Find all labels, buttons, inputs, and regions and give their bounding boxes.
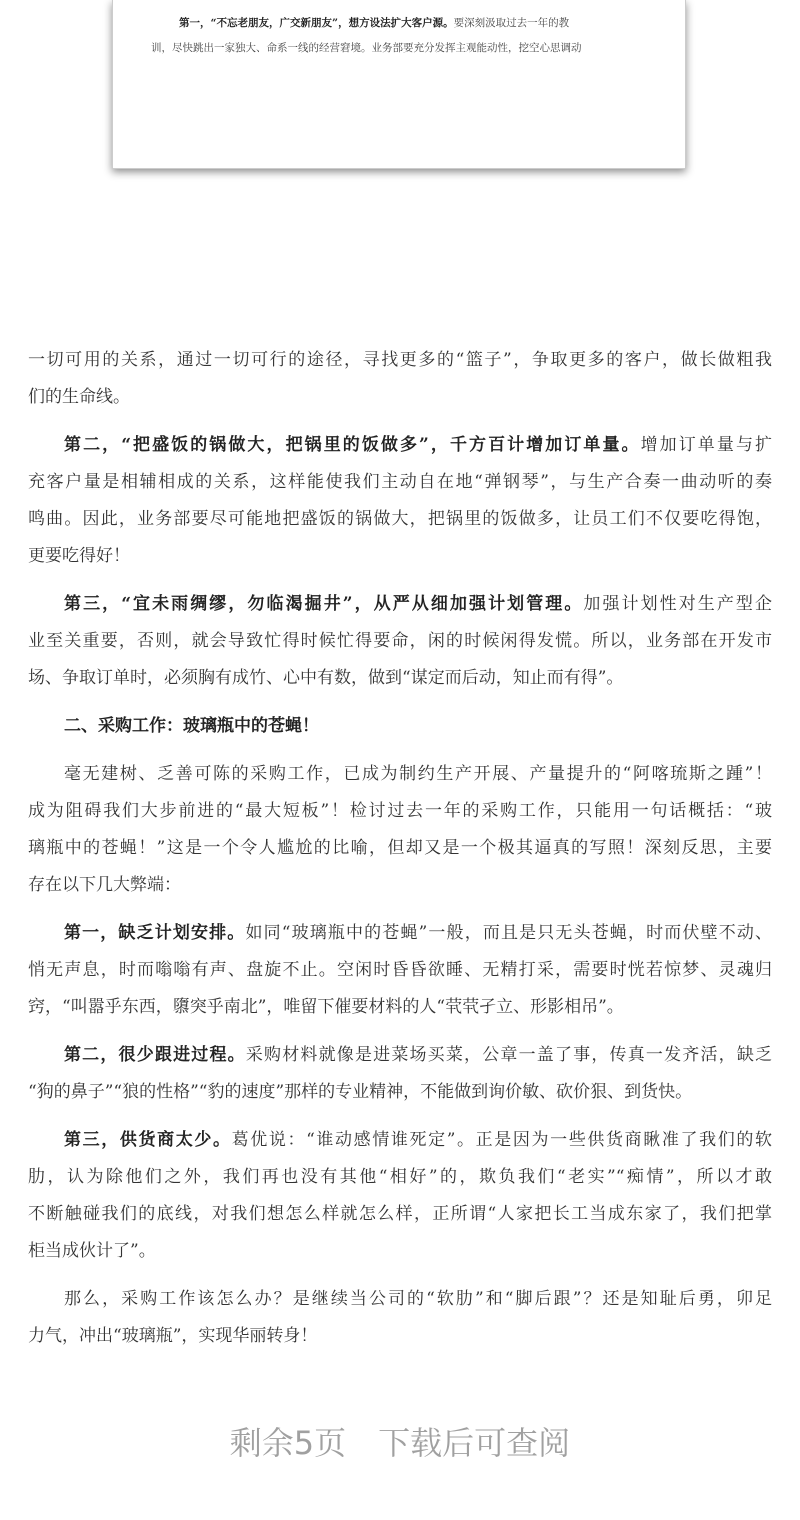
line-text: 成为阻碍我们大步前进的“最大短板”！检讨过去一年的采购工作，只能用一句话概括：“玻 — [28, 801, 772, 821]
paragraph — [28, 342, 772, 416]
text-line — [28, 501, 772, 538]
line-text: 悄无声息，时而嗡嗡有声、盘旋不止。空闲时昏昏欲睡、无精打采，需要时恍若惊梦、灵魂归 — [28, 960, 772, 980]
text-line — [28, 915, 772, 952]
line-text: 不断触碰我们的底线，对我们想怎么样就怎么样，正所谓“人家把长工当成东家了，我们把掌 — [28, 1204, 772, 1224]
line-text: 场、争取订单时，必须胸有成竹、心中有数，做到“谋定而后动，知止而有得”。 — [28, 668, 624, 688]
text-line — [28, 756, 772, 793]
text-line — [28, 793, 772, 830]
line-text: 那么，采购工作该怎么办？是继续当公司的“软肋”和“脚后跟”？还是知耻后勇，卯足 — [64, 1289, 772, 1309]
text-line — [28, 427, 772, 464]
card-line-2: 训，尽快跳出一家独大、命系一线的经营窘境。业务部要充分发挥主观能动性，挖空心思调动 — [151, 42, 582, 54]
text-line — [28, 1281, 772, 1318]
preview-page-card — [112, 0, 686, 169]
text-line — [28, 1318, 772, 1355]
text-line — [28, 1159, 772, 1196]
line-text: 毫无建树、乏善可陈的采购工作，已成为制约生产开展、产量提升的“阿喀琉斯之踵”！ — [64, 764, 772, 784]
remaining-pages-label[interactable]: 剩余5页 — [229, 1424, 347, 1462]
bold-lead: 二、采购工作：玻璃瓶中的苍蝇！ — [64, 716, 319, 736]
line-text: 璃瓶中的苍蝇！”这是一个令人尴尬的比喻，但却又是一个极其逼真的写照！深刻反思，主要 — [28, 838, 772, 858]
line-text: 力气，冲出“玻璃瓶”，实现华丽转身！ — [28, 1326, 318, 1346]
card-line-1-bold: 第一，“不忘老朋友，广交新朋友”，想方设法扩大客户源。 — [179, 17, 454, 29]
text-line — [28, 1196, 772, 1233]
text-line — [28, 586, 772, 623]
text-line — [28, 952, 772, 989]
download-prompt[interactable] — [0, 1418, 800, 1464]
line-text: 葛优说：“谁动感情谁死定”。正是因为一些供货商瞅准了我们的软 — [231, 1130, 772, 1150]
text-line — [28, 379, 772, 416]
document-body — [28, 342, 772, 1366]
text-line — [28, 538, 772, 575]
line-text: 更要吃得好！ — [28, 546, 130, 566]
line-text: 业至关重要，否则，就会导致忙得时候忙得要命，闲的时候闲得发慌。所以，业务部在开发市 — [28, 631, 772, 651]
text-line — [28, 660, 772, 697]
line-text: 鸣曲。因此，业务部要尽可能地把盛饭的锅做大，把锅里的饭做多，让员工们不仅要吃得饱， — [28, 509, 772, 529]
text-line — [28, 989, 772, 1026]
line-text: 存在以下几大弊端： — [28, 875, 181, 895]
card-line-1 — [179, 15, 569, 30]
line-text: 采购材料就像是进菜场买菜，公章一盖了事，传真一发齐活，缺乏 — [245, 1045, 772, 1065]
text-line — [28, 1074, 772, 1111]
text-line — [28, 1233, 772, 1270]
line-text: 一切可用的关系，通过一切可行的途径，寻找更多的“篮子”，争取更多的客户，做长做粗我 — [28, 350, 772, 370]
text-line — [28, 464, 772, 501]
text-line — [28, 708, 772, 745]
bold-lead: 第二，很少跟进过程。 — [64, 1045, 246, 1065]
text-line — [28, 342, 772, 379]
line-text: 充客户量是相辅相成的关系，这样能使我们主动自在地“弹钢琴”，与生产合奏一曲动听的奏 — [28, 472, 772, 492]
bold-lead: 第三，“宜未雨绸缪，勿临渴掘井”，从严从细加强计划管理。 — [64, 594, 584, 614]
bold-lead: 第三，供货商太少。 — [64, 1130, 232, 1150]
bold-lead: 第二，“把盛饭的锅做大，把锅里的饭做多”，千方百计增加订单量。 — [64, 435, 641, 455]
bold-lead: 第一，缺乏计划安排。 — [64, 923, 246, 943]
paragraph — [28, 1037, 772, 1111]
paragraph — [28, 586, 772, 697]
text-line — [28, 1037, 772, 1074]
paragraph — [28, 1281, 772, 1355]
line-text: “狗的鼻子”“狼的性格”“豹的速度”那样的专业精神，不能做到询价敏、砍价狠、到货快。 — [28, 1082, 693, 1102]
paragraph — [28, 427, 772, 575]
text-line — [28, 830, 772, 867]
line-text: 窍，“叫嚣乎东西，隳突乎南北”，唯留下催要材料的人“茕茕孑立、形影相吊”。 — [28, 997, 624, 1017]
line-text: 如同“玻璃瓶中的苍蝇”一般，而且是只无头苍蝇，时而伏壁不动、 — [245, 923, 772, 943]
line-text: 肋，认为除他们之外，我们再也没有其他“相好”的，欺负我们“老实”“痴情”，所以才敢 — [28, 1167, 772, 1187]
text-line — [28, 623, 772, 660]
text-line — [28, 1122, 772, 1159]
line-text: 柜当成伙计了”。 — [28, 1241, 156, 1261]
paragraph — [28, 1122, 772, 1270]
paragraph — [28, 708, 772, 745]
paragraph — [28, 756, 772, 904]
line-text: 加强计划性对生产型企 — [583, 594, 772, 614]
card-line-1-rest: 要深刻汲取过去一年的教 — [453, 17, 570, 29]
text-line — [28, 867, 772, 904]
line-text: 增加订单量与扩 — [640, 435, 772, 455]
line-text: 们的生命线。 — [28, 387, 130, 407]
paragraph — [28, 915, 772, 1026]
download-to-view-label[interactable]: 下载后可查阅 — [378, 1424, 571, 1462]
